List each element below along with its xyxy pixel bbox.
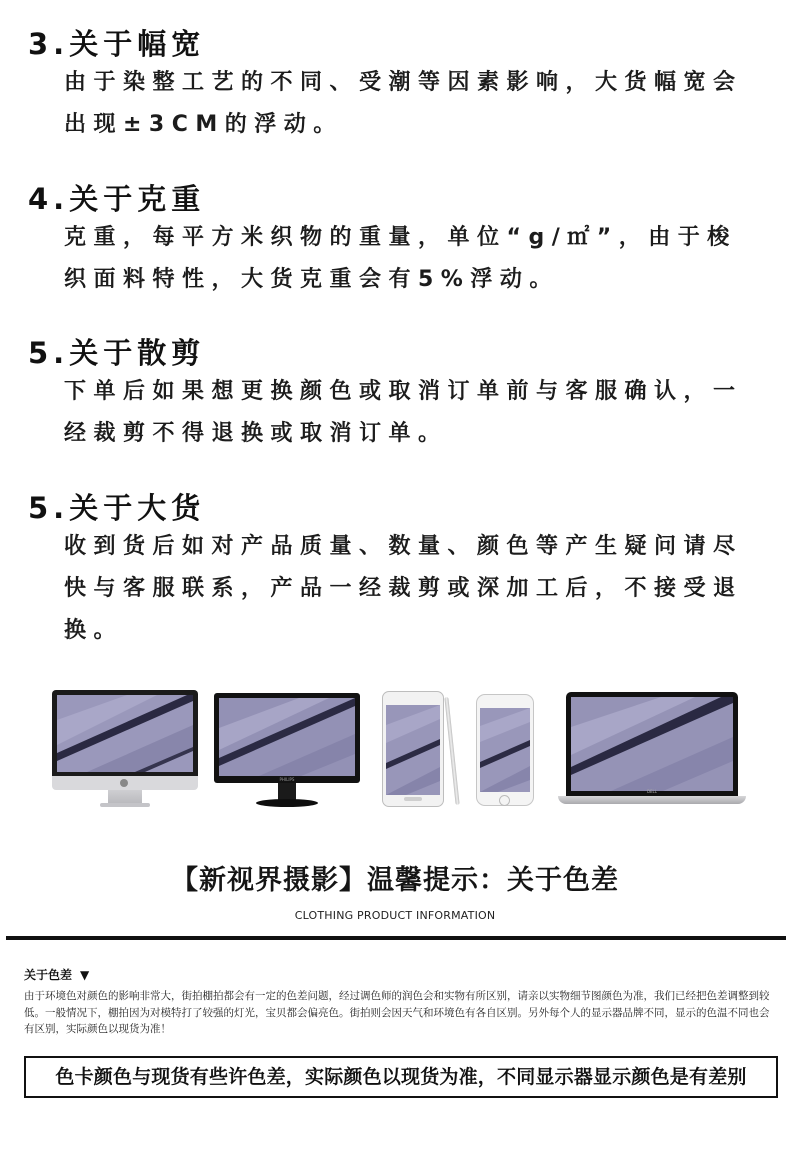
section-body-line: 克重，每平方米织物的重量，单位“g/㎡”，由于梭	[64, 225, 737, 250]
section-body-line: 换。	[64, 618, 124, 643]
section-body-width	[64, 62, 764, 146]
section-body-line: 出现±3CM的浮动。	[64, 112, 343, 137]
dell-brand-label: DELL	[646, 789, 658, 794]
section-body-line: 快与客服联系，产品一经裁剪或深加工后，不接受退	[64, 576, 743, 601]
section-body-line: 由于染整工艺的不同、受潮等因素影响，大货幅宽会	[64, 70, 743, 95]
imac-monitor-icon	[52, 690, 198, 810]
section-title-cutting: 5.关于散剪	[28, 336, 206, 370]
dell-laptop-icon	[558, 692, 746, 808]
section-body-line: 经裁剪不得退换或取消订单。	[64, 421, 448, 446]
divider-rule	[6, 936, 786, 940]
photo-tip-title: 【新视界摄影】温馨提示：关于色差	[171, 865, 619, 896]
devices-illustration	[48, 688, 748, 812]
color-note-heading-text: 关于色差	[24, 968, 73, 982]
section-body-bulk	[64, 526, 764, 652]
triangle-down-icon: ▼	[80, 968, 90, 982]
color-notice-text: 色卡颜色与现货有些许色差，实际颜色以现货为准，不同显示器显示颜色是有差别	[55, 1066, 747, 1088]
color-note-body: 由于环境色对颜色的影响非常大，街拍棚拍都会有一定的色差问题，经过调色师的润色会和实物有所区别，请亲以实物细节图颜色为准，我们已经把色差调整到较低。一般情况下，棚拍因为对模特打了较强的灯光，宝贝都会偏亮色。街拍则会因天气和环境色有各自区别。另外每个人的显示器品牌不同，显示的色温不同也会有区别，实际颜色以现货为准！	[24, 990, 770, 1035]
color-note-heading	[24, 966, 89, 983]
section-body-line: 下单后如果想更换颜色或取消订单前与客服确认，一	[64, 379, 743, 404]
section-title-weight: 4.关于克重	[28, 182, 206, 216]
section-body-line: 收到货后如对产品质量、数量、颜色等产生疑问请尽	[64, 534, 743, 559]
color-notice-box	[24, 1056, 778, 1098]
section-body-line: 织面料特性，大货克重会有5%浮动。	[64, 267, 559, 292]
section-title-width: 3.关于幅宽	[28, 27, 206, 61]
philips-brand-label: PHILIPS	[279, 777, 295, 782]
section-body-weight	[64, 217, 764, 301]
philips-monitor-icon	[214, 693, 360, 811]
iphone-icon	[476, 694, 534, 808]
samsung-phone-with-stylus-icon	[378, 691, 464, 809]
section-title-bulk: 5.关于大货	[28, 491, 206, 525]
photo-tip-subtitle: CLOTHING PRODUCT INFORMATION	[294, 909, 496, 922]
section-body-cutting	[64, 371, 764, 455]
